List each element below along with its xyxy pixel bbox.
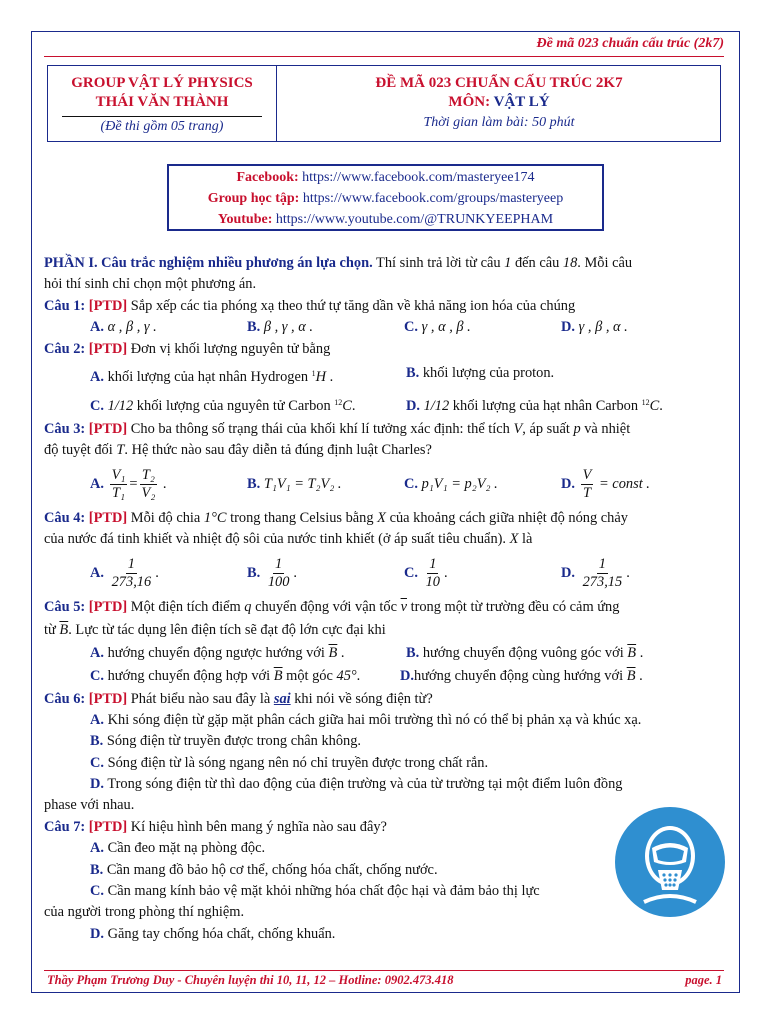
q3-p: p	[573, 420, 581, 437]
q6-option-c[interactable]	[44, 753, 724, 774]
q3-t: T	[116, 442, 125, 459]
q5-v: $\overline{v}$	[400, 598, 407, 615]
q7-d-letter: D.	[90, 925, 104, 942]
q5-d-vec: $\overline{B}$	[626, 667, 636, 684]
q3-stem-end: và nhiệt	[580, 420, 631, 437]
header-left	[48, 66, 277, 141]
q5-a-tail: .	[337, 644, 345, 661]
q3-line2	[44, 440, 724, 461]
q6-stem-b: khi nói về sóng điện từ?	[290, 690, 433, 707]
q7-c-text-1: Cần mang kính bảo vệ mặt khỏi những hóa chất độc hại và đảm bảo thị lực	[107, 883, 540, 900]
header-right	[278, 66, 720, 141]
q4-label: Câu 4:	[44, 509, 86, 526]
q5-d-letter: D.	[400, 667, 414, 684]
q2-options-cd	[44, 388, 724, 419]
q5-c-text-b: một góc	[282, 667, 337, 684]
q2-a-mass: 1	[311, 368, 316, 378]
q2-d-mass: 12	[641, 397, 650, 407]
q4-c-d: 10	[425, 574, 440, 591]
header-box	[47, 65, 721, 142]
q4-x2: X	[509, 531, 519, 548]
q5-d-tail: .	[635, 667, 643, 684]
q4-a-frac	[110, 556, 154, 591]
q2-b-text: khối lượng của proton.	[422, 364, 555, 381]
q4-stem-2: của nước đá tinh khiết và nhiệt độ sôi của nước tinh khiết (ở áp suất tiêu chuẩn).	[44, 531, 510, 548]
q3-option-c[interactable]	[404, 474, 561, 495]
q3-d-n: V	[582, 467, 592, 484]
q2-tag: [PTD]	[88, 340, 128, 357]
q3-stem-2b: . Hệ thức nào sau đây diễn tả đúng định luật Charles?	[124, 442, 432, 459]
q2-d-symbol: C	[649, 397, 660, 414]
q5-a-text: hướng chuyển động ngược hướng với	[107, 644, 329, 661]
question-2	[44, 339, 724, 360]
q3-b-text: T₁V₁ = T₂V₂ .	[263, 476, 342, 493]
q4-option-c[interactable]	[404, 556, 561, 591]
q4-option-d[interactable]	[561, 556, 718, 591]
q2-option-d[interactable]: D. 1/12 khối lượng của hạt nhân Carbon $^{12}$C.	[406, 397, 663, 414]
part1-n2: 18	[562, 255, 578, 271]
q3-b-letter: B.	[247, 476, 261, 493]
q1-option-b[interactable]	[247, 317, 404, 338]
q2-d-fraction: 1/12	[423, 397, 450, 414]
q7-b-letter: B.	[90, 861, 104, 878]
subject-line	[278, 93, 720, 112]
q4-line2	[44, 529, 724, 550]
q7-a-text: Cần đeo mặt nạ phòng độc.	[107, 840, 266, 857]
q7-stem: Kí hiệu hình bên mang ý nghĩa nào sau đây?	[127, 818, 387, 835]
q5-a-vec: $\overline{B}$	[328, 644, 338, 661]
question-5	[44, 597, 724, 620]
q5-c-text-c: .	[356, 667, 361, 684]
q3-stem-2a: độ tuyệt đối	[44, 442, 117, 459]
q4-b-letter: B.	[247, 564, 261, 581]
q6-option-b[interactable]	[44, 731, 724, 752]
q6-d-letter: D.	[90, 776, 104, 793]
group-link[interactable]: https://www.facebook.com/groups/masteryeep	[302, 191, 564, 206]
time-limit: Thời gian làm bài: 50 phút	[423, 115, 575, 130]
q3-v: V	[513, 420, 523, 437]
part1-title: PHẦN I. Câu trắc nghiệm nhiều phương án lựa chọn.	[44, 255, 373, 271]
q5-d-text: hướng chuyển động cùng hướng với	[414, 667, 627, 684]
footer-author: Thầy Phạm Trương Duy - Chuyên luyện thi 10, 11, 12 – Hotline: 0902.473.418	[47, 973, 454, 987]
q6-option-d[interactable]	[44, 774, 724, 795]
q3-d-tail: = const .	[595, 476, 650, 493]
top-rule	[44, 56, 724, 57]
q4-option-a[interactable]	[90, 556, 247, 591]
footer-rule	[44, 970, 724, 971]
q6-b-text: Sóng điện từ truyền được trong chân không.	[106, 733, 362, 750]
q4-c-n: 1	[429, 556, 437, 573]
q4-b-frac	[266, 556, 292, 591]
q2-a-text: khối lượng của hạt nhân Hydrogen	[107, 368, 312, 385]
header-left-rule	[62, 116, 262, 117]
q7-d-text: Găng tay chống hóa chất, chống khuẩn.	[107, 925, 336, 942]
q7-label: Câu 7:	[44, 818, 86, 835]
part1-heading	[44, 253, 724, 274]
q2-c-symbol: C	[342, 397, 352, 414]
q4-tag: [PTD]	[88, 509, 128, 526]
q2-d-text: khối lượng của hạt nhân Carbon	[449, 397, 642, 414]
group-line	[169, 188, 602, 209]
q4-d-tail: .	[626, 564, 630, 581]
question-4	[44, 508, 724, 529]
q5-stem-a: Một điện tích điểm	[127, 598, 245, 615]
q3-a-n2: T₂	[141, 467, 155, 484]
q4-stem-2-end: là	[518, 531, 533, 548]
q2-options-ab	[44, 360, 724, 388]
q7-a-letter: A.	[90, 840, 104, 857]
q2-d-letter: D.	[406, 397, 420, 414]
q3-option-a[interactable]: A. $\frac{\text{V₁}}{\text{T₁}}$ = $\frac{\text{T₂}}{\text{V₂}}$ .	[90, 467, 167, 502]
q3-a-frac2	[140, 467, 158, 502]
q6-option-a[interactable]	[44, 710, 724, 731]
q6-b-letter: B.	[90, 733, 104, 750]
q4-d-n: 1	[598, 556, 606, 573]
question-3	[44, 419, 724, 440]
q2-c-mass: 12	[334, 397, 343, 407]
q3-a-d1: T₁	[112, 485, 126, 502]
q1-option-d[interactable]	[561, 317, 718, 338]
q5-c-vec: $\overline{B}$	[273, 667, 283, 684]
q6-tag: [PTD]	[88, 690, 128, 707]
q5-option-d[interactable]	[400, 666, 643, 689]
q6-d-text-1: Trong sóng điện từ thì dao động của điện trường và của từ trường tại một điểm luôn đồng	[107, 776, 623, 793]
q3-a-d2: V₂	[141, 485, 156, 502]
q5-b-tail: .	[636, 644, 644, 661]
page-count-note: (Đề thi gồm 05 trang)	[100, 119, 224, 134]
q5-tag: [PTD]	[88, 598, 128, 615]
part1-text-a: Thí sinh trả lời từ câu	[372, 255, 505, 271]
q5-stem-c: trong một từ trường đều có cảm ứng	[406, 598, 620, 615]
q5-c-angle: 45°	[336, 667, 357, 684]
q4-b-n: 1	[275, 556, 283, 573]
q2-c-text: khối lượng của nguyên tử Carbon	[133, 397, 335, 414]
youtube-link[interactable]: https://www.youtube.com/@TRUNKYEEPHAM	[275, 212, 554, 227]
q5-stem-2a: từ	[44, 621, 60, 638]
q4-a-tail: .	[155, 564, 159, 581]
exam-code-title: Đề mã 023 chuẩn cấu trúc (2k7)	[536, 36, 724, 51]
q3-a-frac1	[110, 467, 128, 502]
q2-a-letter: A.	[90, 368, 104, 385]
q6-option-d-cont: phase với nhau.	[44, 797, 135, 814]
q1-tag: [PTD]	[88, 297, 128, 314]
q1-d-letter: D.	[561, 319, 575, 336]
q1-options	[44, 317, 724, 338]
q5-label: Câu 5:	[44, 598, 86, 615]
q3-label: Câu 3:	[44, 420, 86, 437]
q3-a-letter: A.	[90, 476, 104, 493]
part1-text-b: đến câu	[511, 255, 563, 271]
q1-option-a[interactable]	[90, 317, 247, 338]
part1-line2: hỏi thí sinh chỉ chọn một phương án.	[44, 276, 257, 293]
q4-b-tail: .	[293, 564, 298, 581]
q1-label: Câu 1:	[44, 297, 86, 314]
q1-a-letter: A.	[90, 319, 104, 336]
q5-b-vec2: $\overline{B}$	[627, 644, 637, 661]
q5-b-vec: $\overline{B}$	[59, 621, 69, 638]
q2-stem: Đơn vị khối lượng nguyên tử bằng	[127, 340, 331, 357]
q5-q: q	[244, 598, 252, 615]
q6-c-letter: C.	[90, 754, 104, 771]
q1-stem: Sắp xếp các tia phóng xạ theo thứ tự tăng dần về khả năng ion hóa của chúng	[127, 297, 576, 314]
q2-label: Câu 2:	[44, 340, 86, 357]
gas-mask-sign-icon	[614, 806, 726, 918]
group-label: Group học tập:	[207, 191, 300, 206]
q2-b-letter: B.	[406, 364, 420, 381]
q5-c-text-a: hướng chuyển động hợp với	[107, 667, 274, 684]
q4-x: X	[377, 509, 386, 526]
part1-n1: 1	[504, 255, 512, 271]
q5-c-letter: C.	[90, 667, 104, 684]
q5-line2	[44, 620, 724, 643]
q3-option-b[interactable]	[247, 474, 404, 495]
q4-b-d: 100	[267, 574, 290, 591]
group-name: GROUP VẬT LÝ PHYSICS	[71, 75, 253, 91]
facebook-line	[169, 167, 602, 188]
q2-option-c[interactable]: C. 1/12 khối lượng của nguyên tử Carbon $^{12}$C.	[90, 397, 356, 414]
q5-options-cd	[44, 666, 724, 689]
subject-value: VẬT LÝ	[493, 94, 550, 110]
q2-a-symbol: H	[315, 368, 327, 385]
q1-d-text: γ , β , α .	[578, 319, 628, 336]
q5-option-a[interactable]	[90, 643, 406, 666]
q4-unit: 1°C	[203, 509, 227, 526]
facebook-link[interactable]: https://www.facebook.com/masteryee174	[302, 170, 535, 185]
q3-tag: [PTD]	[88, 420, 128, 437]
q3-stem-1: Cho ba thông số trạng thái của khối khí lí tưởng xác định: thể tích	[127, 420, 514, 437]
q4-c-letter: C.	[404, 564, 418, 581]
youtube-label: Youtube:	[217, 212, 273, 227]
q7-c-letter: C.	[90, 883, 104, 900]
q2-option-a[interactable]: A. khối lượng của hạt nhân Hydrogen $^1$H .	[90, 368, 334, 385]
q7-option-c-cont: của người trong phòng thí nghiệm.	[44, 904, 245, 921]
q7-b-text: Cần mang đồ bảo hộ cơ thể, chống hóa chất, chống nước.	[106, 861, 438, 878]
q4-stem-a: Mỗi độ chia	[127, 509, 204, 526]
q4-a-d: 273,16	[111, 574, 152, 591]
q4-a-letter: A.	[90, 564, 104, 581]
q4-d-frac	[581, 556, 625, 591]
youtube-line	[169, 209, 602, 230]
q5-a-letter: A.	[90, 644, 104, 661]
q5-option-c[interactable]	[90, 666, 400, 689]
q6-a-text: Khi sóng điện từ gặp mặt phân cách giữa hai môi trường thì nó có thể bị phản xạ và khúc xạ.	[107, 711, 642, 728]
q3-stem-mid: , áp suất	[522, 420, 574, 437]
q6-label: Câu 6:	[44, 690, 86, 707]
author-name: THÁI VĂN THÀNH	[95, 94, 229, 110]
q5-stem-b: chuyển động với vận tốc	[251, 598, 401, 615]
q3-c-letter: C.	[404, 476, 418, 493]
q1-option-c[interactable]	[404, 317, 561, 338]
q7-option-d[interactable]	[44, 924, 724, 945]
q3-c-text: p₁V₁ = p₂V₂ .	[421, 476, 498, 493]
q2-c-fraction: 1/12	[107, 397, 134, 414]
q4-option-b[interactable]	[247, 556, 404, 591]
q2-option-b[interactable]	[406, 363, 554, 388]
q3-d-frac	[581, 467, 594, 502]
q5-options-ab	[44, 643, 724, 666]
q6-c-text: Sóng điện từ là sóng ngang nên nó chỉ truyền được trong chất rắn.	[107, 754, 489, 771]
q6-sai: sai	[273, 690, 291, 707]
question-1	[44, 296, 724, 317]
q4-d-d: 273,15	[582, 574, 623, 591]
q6-stem-a: Phát biểu nào sau đây là	[127, 690, 274, 707]
q4-d-letter: D.	[561, 564, 575, 581]
q7-tag: [PTD]	[88, 818, 128, 835]
q5-stem-2b: . Lực từ tác dụng lên điện tích sẽ đạt độ lớn cực đại khi	[68, 621, 386, 638]
links-box	[167, 164, 604, 231]
q5-option-b[interactable]	[406, 643, 643, 666]
q5-b-text: hướng chuyển động vuông góc với	[422, 644, 628, 661]
q1-a-text: α , β , γ .	[107, 319, 157, 336]
subject-label: MÔN:	[448, 94, 494, 110]
q3-option-d[interactable]	[561, 467, 718, 502]
facebook-label: Facebook:	[236, 170, 299, 185]
q3-options	[44, 462, 724, 508]
q4-options	[44, 551, 724, 597]
q3-d-letter: D.	[561, 476, 575, 493]
q3-a-n1: V₁	[111, 467, 126, 484]
page-number: page. 1	[685, 973, 722, 987]
q1-b-letter: B.	[247, 319, 261, 336]
q5-b-letter: B.	[406, 644, 420, 661]
question-6	[44, 689, 724, 710]
q1-c-letter: C.	[404, 319, 418, 336]
q4-c-tail: .	[444, 564, 448, 581]
q4-stem-c: của khoảng cách giữa nhiệt độ nóng chảy	[385, 509, 628, 526]
q1-c-text: γ , α , β .	[421, 319, 471, 336]
part1-text-c: . Mỗi câu	[577, 255, 633, 271]
q1-b-text: β , γ , α .	[263, 319, 313, 336]
q2-c-letter: C.	[90, 397, 104, 414]
q4-stem-b: trong thang Celsius bằng	[226, 509, 378, 526]
q4-c-frac	[424, 556, 442, 591]
q3-a-tail: .	[159, 476, 167, 493]
q4-a-n: 1	[127, 556, 135, 573]
q3-d-d: T	[583, 485, 592, 502]
exam-title: ĐỀ MÃ 023 CHUẨN CẤU TRÚC 2K7	[375, 75, 623, 91]
q6-a-letter: A.	[90, 711, 104, 728]
